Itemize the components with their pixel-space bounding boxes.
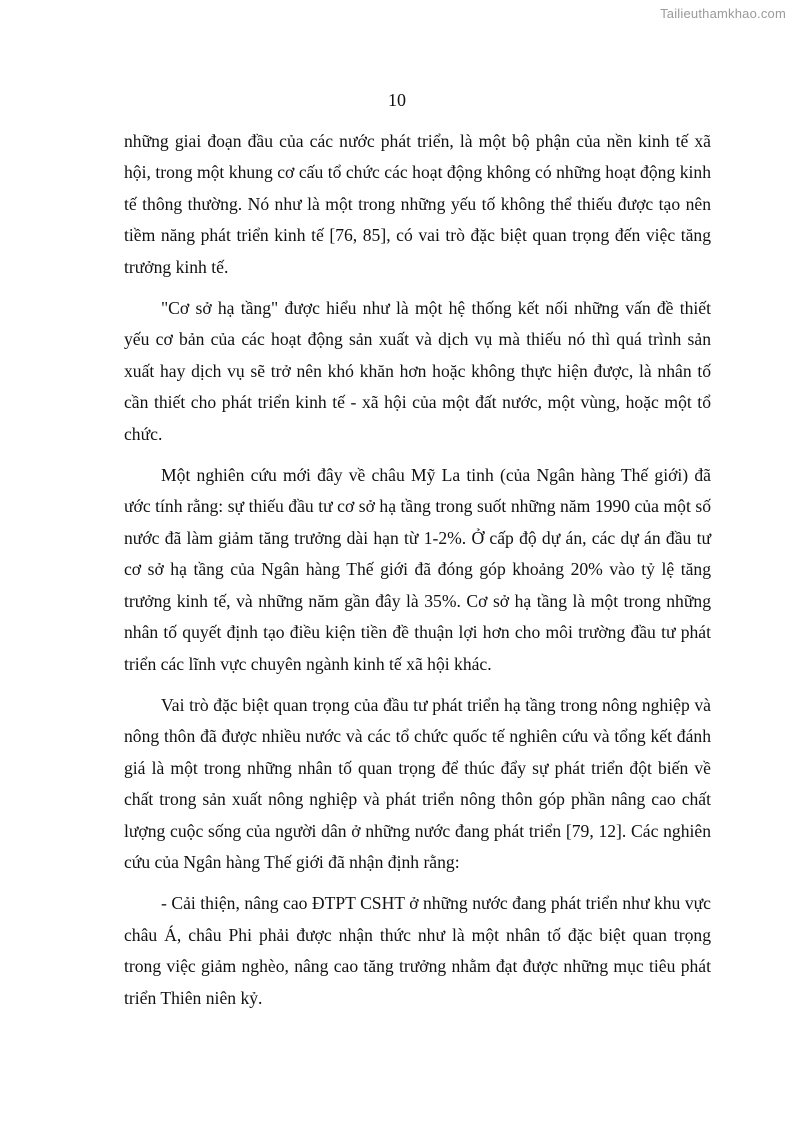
document-body (124, 126, 711, 1024)
page-number: 10 (388, 90, 406, 110)
paragraph-continuation: những giai đoạn đầu của các nước phát triển, là một bộ phận của nền kinh tế xã hội, trong một khung cơ cấu tổ chức các hoạt động không có những hoạt động kinh tế thông thường. Nó như là một trong những yếu tố không thể thiếu được tạo nên tiềm năng phát triển kinh tế [76, 85], có vai trò đặc biệt quan trọng đến việc tăng trưởng kinh tế. (124, 131, 711, 277)
paragraph-bullet-improvement: - Cải thiện, nâng cao ĐTPT CSHT ở những nước đang phát triển như khu vực châu Á, châu Phi phải được nhận thức như là một nhân tố đặc biệt quan trọng trong việc giảm nghèo, nâng cao tăng trưởng nhằm đạt được những mục tiêu phát triển Thiên niên kỷ. (124, 893, 711, 1008)
paragraph-agriculture-role: Vai trò đặc biệt quan trọng của đầu tư phát triển hạ tầng trong nông nghiệp và nông thôn đã được nhiều nước và các tổ chức quốc tế nghiên cứu và tổng kết đánh giá là một trong những nhân tố quan trọng để thúc đẩy sự phát triển đột biến về chất trong sản xuất nông nghiệp và phát triển nông thôn góp phần nâng cao chất lượng cuộc sống của người dân ở những nước đang phát triển [79, 12]. Các nghiên cứu của Ngân hàng Thế giới đã nhận định rằng: (124, 694, 711, 872)
paragraph-infrastructure-definition: "Cơ sở hạ tầng" được hiểu như là một hệ thống kết nối những vấn đề thiết yếu cơ bản của các hoạt động sản xuất và dịch vụ mà thiếu nó thì quá trình sản xuất hay dịch vụ sẽ trở nên khó khăn hơn hoặc không thực hiện được, là nhân tố cần thiết cho phát triển kinh tế - xã hội của một đất nước, một vùng, hoặc một tổ chức. (124, 298, 711, 444)
watermark: Tailieuthamkhao.com (660, 6, 786, 21)
paragraph-latin-america-study: Một nghiên cứu mới đây về châu Mỹ La tinh (của Ngân hàng Thế giới) đã ước tính rằng: sự thiếu đầu tư cơ sở hạ tầng trong suốt những năm 1990 của một số nước đã làm giảm tăng trưởng dài hạn từ 1-2%. Ở cấp độ dự án, các dự án đầu tư cơ sở hạ tầng của Ngân hàng Thế giới đã đóng góp khoảng 20% vào tỷ lệ tăng trưởng kinh tế, và những năm gần đây là 35%. Cơ sở hạ tầng là một trong những nhân tố quyết định tạo điều kiện tiền đề thuận lợi hơn cho môi trường đầu tư phát triển các lĩnh vực chuyên ngành kinh tế xã hội khác. (124, 465, 711, 674)
